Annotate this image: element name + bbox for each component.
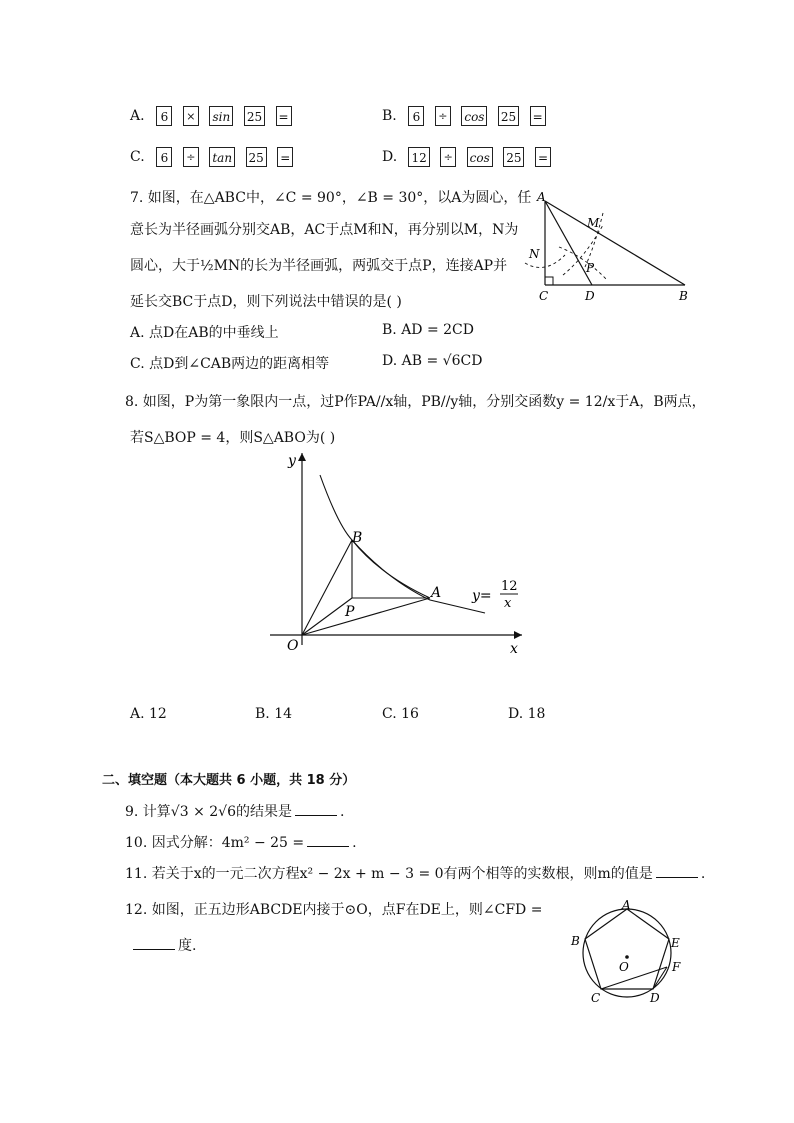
key: = — [276, 106, 292, 126]
key: cos — [461, 106, 487, 126]
label-d: D — [585, 289, 595, 303]
key: ÷ — [183, 147, 199, 167]
q12-pentagon-figure — [565, 895, 690, 1010]
section-2-title: 二、填空题（本大题共 6 小题，共 18 分） — [102, 773, 356, 788]
point-a-label: A — [431, 585, 442, 601]
answer-blank[interactable] — [656, 865, 698, 878]
function-numerator: 12 — [501, 579, 518, 594]
q10-text: 10. 因式分解：4m² − 25 = — [125, 835, 305, 851]
key: tan — [209, 147, 235, 167]
option-letter: C. — [130, 149, 145, 165]
q7-stem-line-1: 7. 如图，在△ABC中，∠C = 90°，∠B = 30°，以A为圆心，任 — [130, 190, 532, 206]
q11-text: 11. 若关于x的一元二次方程x² − 2x + m − 3 = 0有两个相等的实数根，则m的值是 — [125, 866, 653, 882]
option-letter: B. — [382, 108, 397, 124]
answer-blank[interactable] — [307, 834, 349, 847]
key: 25 — [246, 147, 267, 167]
y-axis-label: y — [288, 453, 296, 469]
q10 — [125, 832, 357, 852]
x-axis-label: x — [510, 641, 518, 657]
q10-period: . — [352, 835, 357, 851]
q8-stem-line-1: 8. 如图，P为第一象限内一点，过P作PA//x轴，PB//y轴，分别交函数y = 12/x于A，B两点， — [125, 394, 706, 410]
label-n: N — [529, 247, 540, 261]
q7-option-d[interactable]: D. AB = √6CD — [382, 353, 483, 369]
q9-text: 9. 计算√3 × 2√6的结果是 — [125, 804, 293, 820]
origin-label: O — [287, 638, 299, 654]
label-b: B — [571, 934, 580, 948]
key: 6 — [408, 106, 424, 126]
q8-option-d[interactable]: D. 18 — [508, 706, 546, 722]
q12-answer-line — [130, 935, 196, 955]
q7-triangle-figure — [515, 185, 695, 310]
q8-option-c[interactable]: C. 16 — [382, 706, 419, 722]
key: ÷ — [435, 106, 451, 126]
key: 6 — [156, 147, 172, 167]
q8-option-a[interactable]: A. 12 — [130, 706, 167, 722]
label-c: C — [539, 289, 549, 303]
q9 — [125, 801, 344, 821]
q7-stem-line-2: 意长为半径画弧分别交AB，AC于点M和N，再分别以M，N为 — [130, 222, 519, 238]
q7-stem-line-4: 延长交BC于点D，则下列说法中错误的是( ) — [130, 294, 402, 310]
key: = — [277, 147, 293, 167]
label-c: C — [591, 991, 601, 1005]
label-a: A — [537, 190, 546, 204]
function-label: y= — [472, 588, 492, 604]
answer-blank[interactable] — [133, 937, 175, 950]
key: = — [530, 106, 546, 126]
q6-option-b[interactable] — [382, 106, 552, 126]
q11 — [125, 863, 705, 883]
q8-hyperbola-figure — [260, 445, 540, 660]
q7-option-b[interactable]: B. AD = 2CD — [382, 322, 474, 338]
label-p: P — [586, 261, 595, 275]
option-letter: D. — [382, 149, 398, 165]
q8-stem-line-2: 若S△BOP = 4，则S△ABO为( ) — [130, 430, 336, 446]
key: sin — [209, 106, 233, 126]
label-b: B — [679, 289, 688, 303]
function-denominator: x — [504, 596, 512, 611]
label-e: E — [671, 936, 680, 950]
q12-stem: 12. 如图，正五边形ABCDE内接于⊙O，点F在DE上，则∠CFD = — [125, 902, 543, 918]
option-letter: A. — [130, 108, 145, 124]
q7-option-a[interactable]: A. 点D在AB的中垂线上 — [130, 325, 279, 341]
key: = — [535, 147, 551, 167]
q11-period: . — [700, 866, 706, 882]
key: 25 — [503, 147, 524, 167]
label-f: F — [672, 960, 681, 974]
q6-option-d[interactable] — [382, 147, 557, 167]
key: 6 — [156, 106, 172, 126]
q8-option-b[interactable]: B. 14 — [255, 706, 293, 722]
label-m: M — [587, 216, 600, 230]
key: 25 — [244, 106, 265, 126]
key: 12 — [408, 147, 429, 167]
q9-period: . — [340, 804, 345, 820]
key: × — [183, 106, 199, 126]
q12-unit: 度. — [178, 938, 197, 954]
key: 25 — [498, 106, 519, 126]
label-o: O — [619, 960, 629, 974]
point-p-label: P — [345, 604, 355, 620]
key: ÷ — [440, 147, 456, 167]
q6-option-a[interactable] — [130, 106, 298, 126]
label-a: A — [622, 898, 631, 912]
q7-option-c[interactable]: C. 点D到∠CAB两边的距离相等 — [130, 356, 330, 372]
q7-stem-line-3: 圆心，大于½MN的长为半径画弧，两弧交于点P，连接AP并 — [130, 258, 508, 274]
point-b-label: B — [352, 530, 363, 546]
answer-blank[interactable] — [295, 803, 337, 816]
q6-option-c[interactable] — [130, 147, 299, 167]
key: cos — [467, 147, 493, 167]
label-d: D — [650, 991, 660, 1005]
